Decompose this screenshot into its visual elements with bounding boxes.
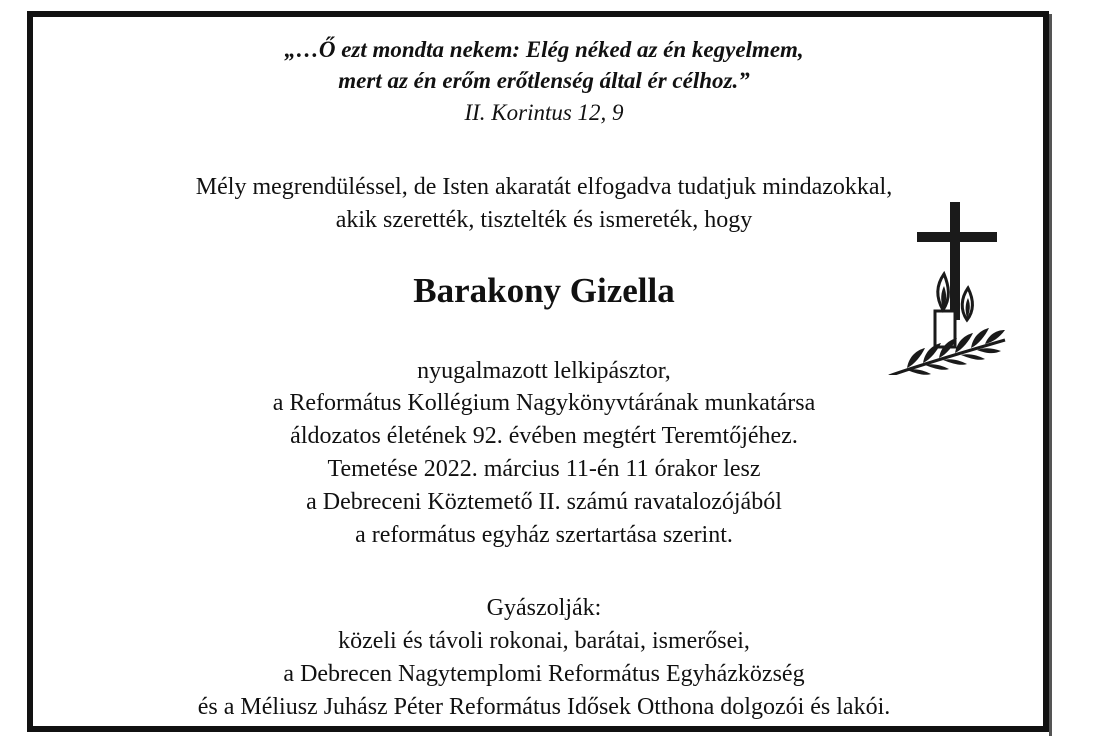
mourners-heading: Gyászolják: <box>486 595 602 621</box>
mourners-line-3: és a Méliusz Juhász Péter Református Idősek Otthona dolgozói és lakói. <box>197 694 891 720</box>
cross-candle-palm-icon <box>877 190 1007 375</box>
intro-line-1: Mély megrendüléssel, de Isten akaratát elfogadva tudatjuk mindazokkal, <box>195 174 893 200</box>
mourners-line-2: a Debrecen Nagytemplomi Református Egyházközség <box>283 661 805 687</box>
bible-reference: II. Korintus 12, 9 <box>464 100 624 125</box>
mourners-line-1: közeli és távoli rokonai, barátai, ismerősei, <box>338 628 750 654</box>
detail-line-6: a református egyház szertartása szerint. <box>355 522 733 548</box>
detail-line-3: áldozatos életének 92. évében megtért Teremtőjéhez. <box>290 423 798 449</box>
deceased-name: Barakony Gizella <box>413 271 675 310</box>
bible-quote-line-1: „…Ő ezt mondta nekem: Elég néked az én kegyelmem, <box>284 37 804 62</box>
bible-quote-line-2: mert az én erőm erőtlenség által ér célhoz.” <box>338 68 750 93</box>
detail-line-4: Temetése 2022. március 11-én 11 órakor lesz <box>327 456 761 482</box>
detail-line-2: a Református Kollégium Nagykönyvtárának munkatársa <box>272 390 816 416</box>
detail-line-1: nyugalmazott lelkipásztor, <box>417 358 671 384</box>
intro-line-2: akik szerették, tisztelték és ismereték, hogy <box>335 207 753 233</box>
detail-line-5: a Debreceni Köztemető II. számú ravatalozójából <box>306 489 782 515</box>
